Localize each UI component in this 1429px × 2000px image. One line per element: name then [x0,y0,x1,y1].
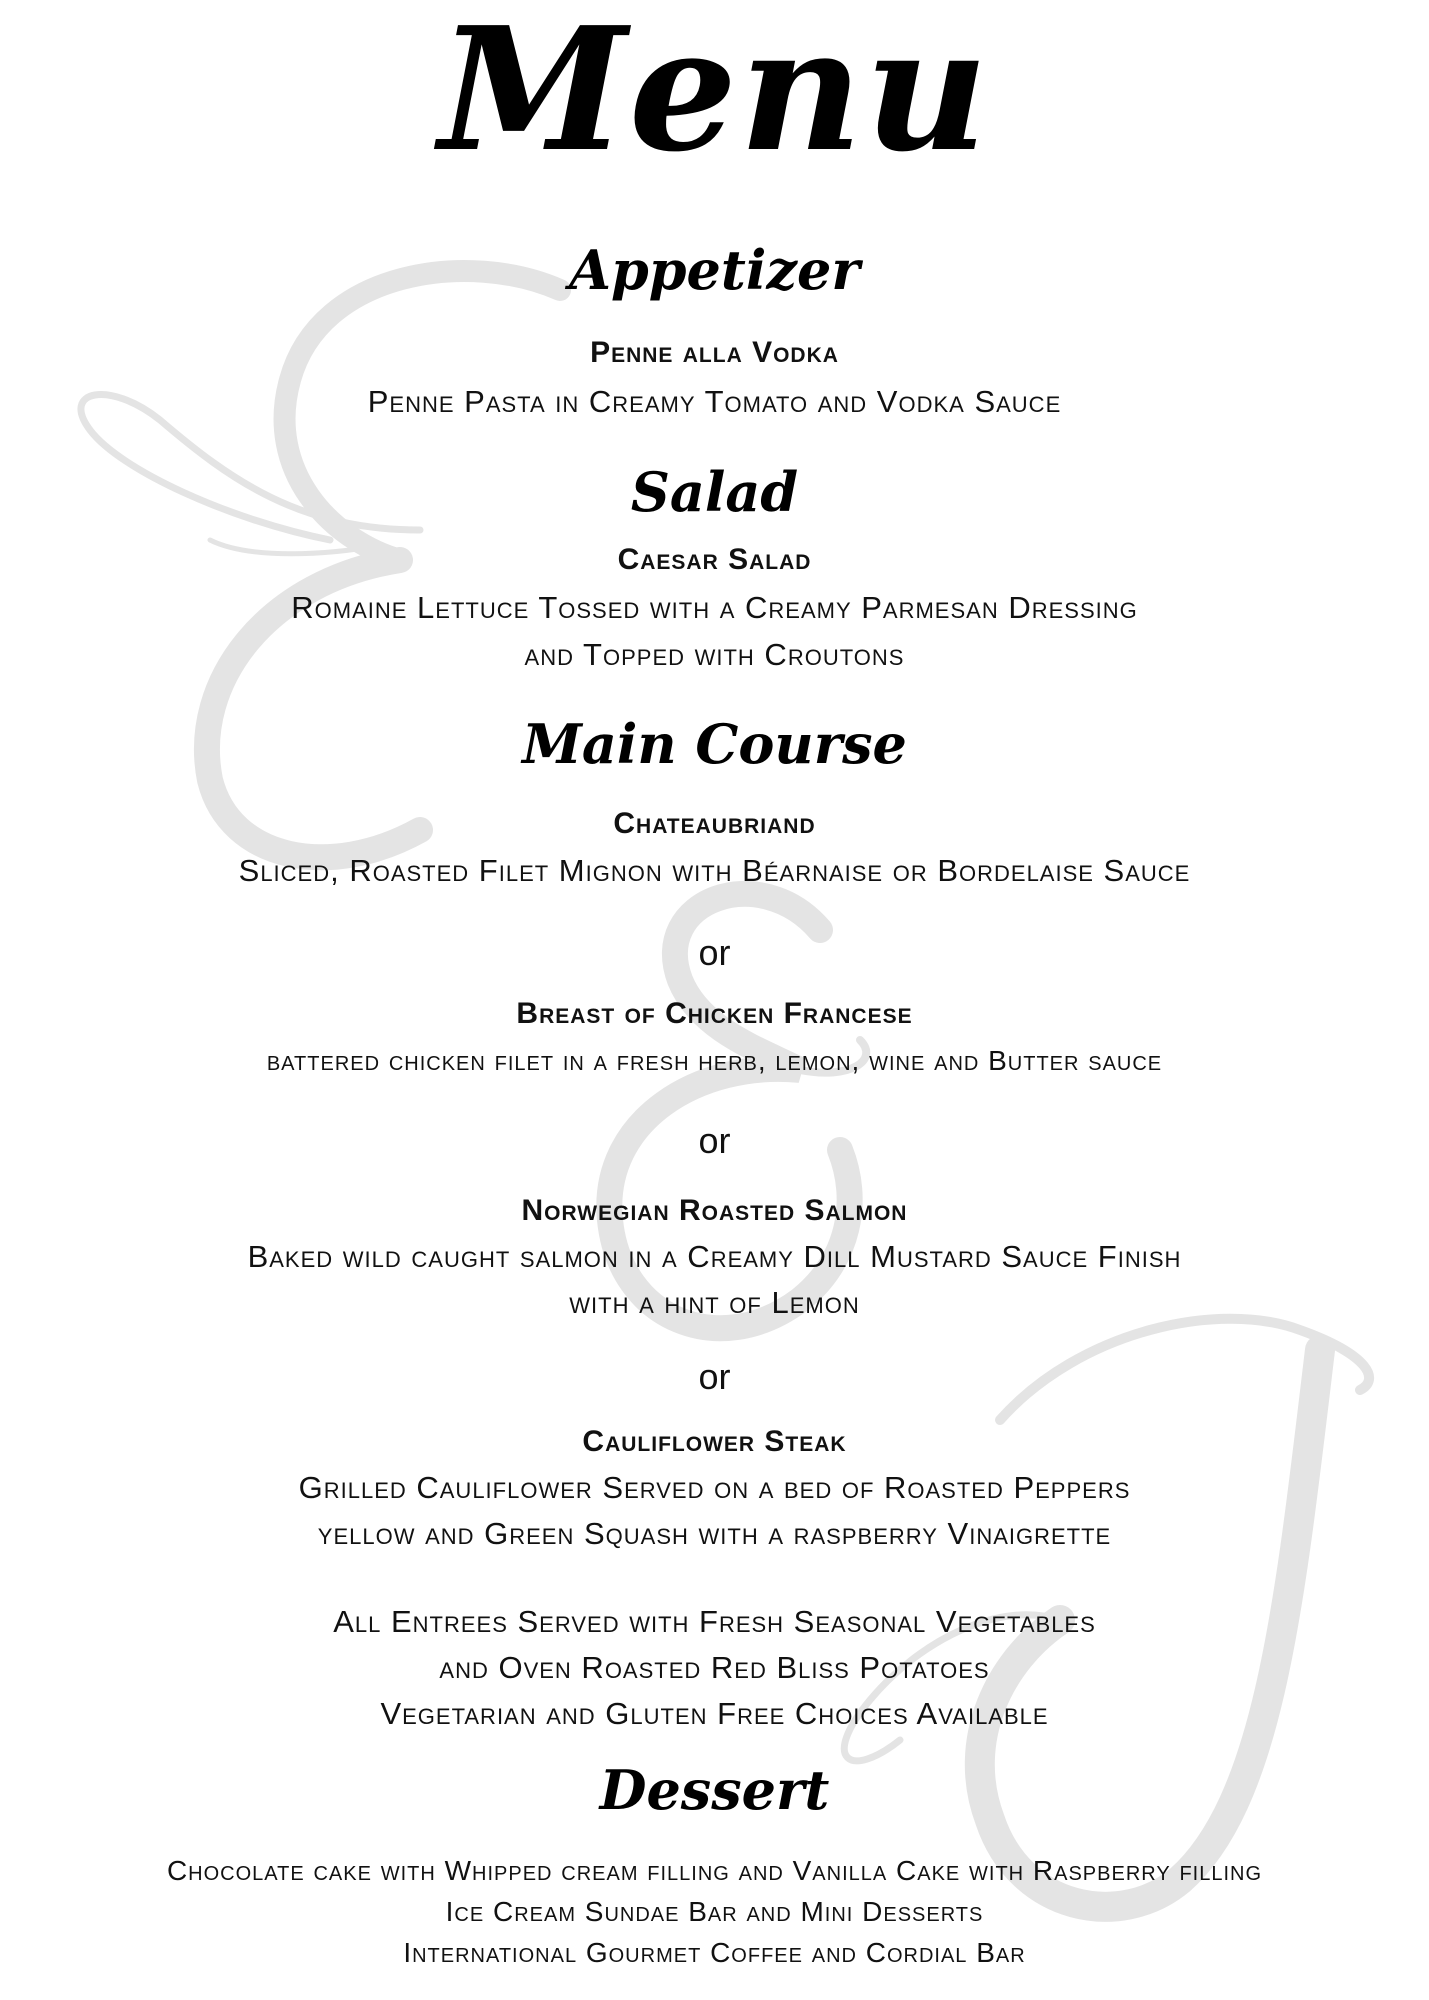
appetizer-heading: Appetizer [569,238,860,302]
main-course-note: and Oven Roasted Red Bliss Potatoes [439,1650,990,1685]
main-item-name: Breast of Chicken Francese [516,997,913,1030]
salad-heading: Salad [630,460,799,524]
main-course-note: All Entrees Served with Fresh Seasonal Vegetables [333,1604,1096,1639]
salad-item-desc: Romaine Lettuce Tossed with a Creamy Parmesan Dressing [291,590,1138,625]
main-course-heading: Main Course [522,712,907,776]
dessert-line: International Gourmet Coffee and Cordial Bar [403,1937,1026,1968]
appetizer-item-desc: Penne Pasta in Creamy Tomato and Vodka Sauce [367,384,1062,419]
main-course-note: Vegetarian and Gluten Free Choices Available [380,1696,1049,1731]
main-item-name: Norwegian Roasted Salmon [521,1194,908,1227]
appetizer-item-name: Penne alla Vodka [590,336,839,369]
or-separator: or [698,932,731,973]
main-item-desc: Sliced, Roasted Filet Mignon with Béarnaise or Bordelaise Sauce [238,853,1191,888]
main-item-desc: yellow and Green Squash with a raspberry Vinaigrette [317,1516,1112,1551]
or-separator: or [698,1356,731,1397]
menu-title: Menu [438,0,991,190]
dessert-line: Ice Cream Sundae Bar and Mini Desserts [445,1896,984,1927]
or-separator: or [698,1120,731,1161]
main-item-desc: with a hint of Lemon [569,1285,860,1320]
salad-item-desc: and Topped with Croutons [524,637,905,672]
dessert-line: Chocolate cake with Whipped cream filling and Vanilla Cake with Raspberry filling [166,1855,1263,1886]
dessert-heading: Dessert [599,1758,830,1822]
main-item-name: Chateaubriand [613,807,816,840]
main-item-desc: Baked wild caught salmon in a Creamy Dill Mustard Sauce Finish [247,1239,1182,1274]
main-item-desc: battered chicken filet in a fresh herb, lemon, wine and Butter sauce [266,1045,1163,1076]
salad-item-name: Caesar Salad [617,543,812,576]
main-item-desc: Grilled Cauliflower Served on a bed of Roasted Peppers [298,1470,1131,1505]
main-item-name: Cauliflower Steak [582,1425,847,1458]
